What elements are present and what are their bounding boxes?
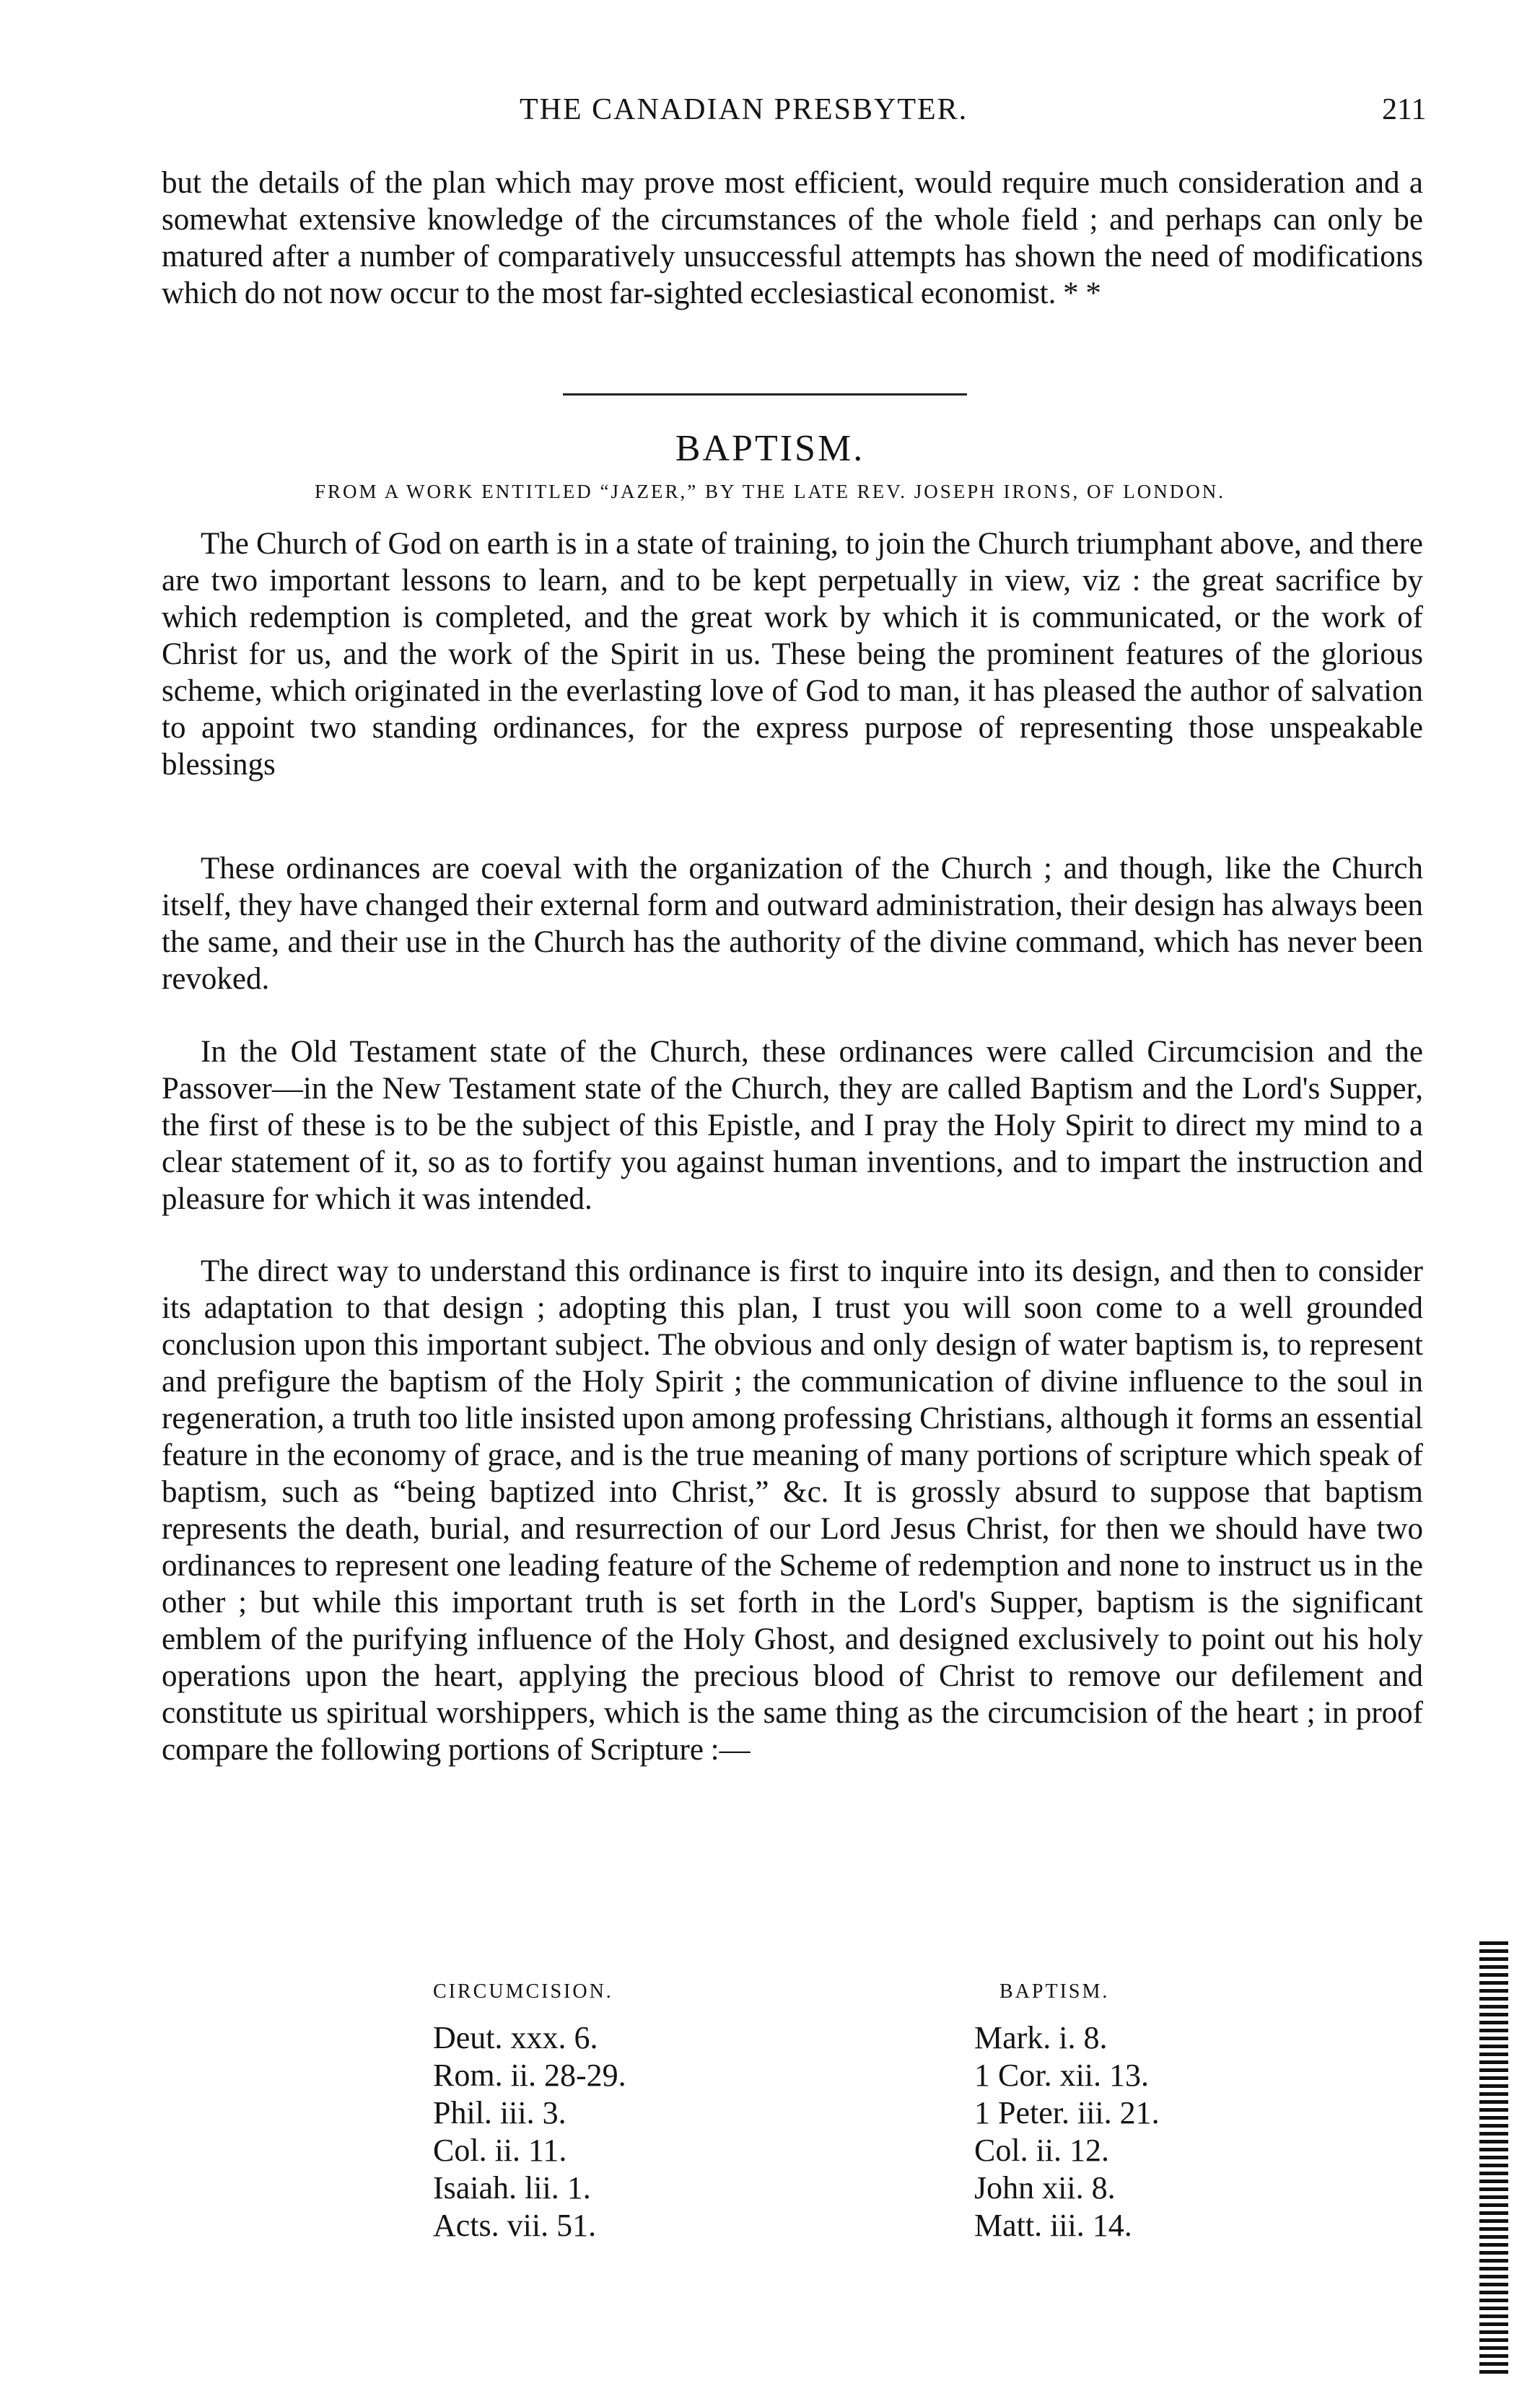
running-title: THE CANADIAN PRESBYTER.	[520, 93, 968, 126]
section-divider	[563, 393, 967, 395]
intro-paragraph: but the details of the plan which may prove most efficient, would require much consideration and a somewhat extensive knowledge of the circumstances of the whole field ; and perhaps can only be matured after a number of comparatively unsuccessful attempts has shown the need of modifications which do not now occur to the most far-sighted ecclesiastical economist. * *	[162, 166, 1423, 310]
scripture-reference: 1 Cor. xii. 13.	[974, 2058, 1150, 2093]
scan-edge-strip	[1479, 1941, 1508, 2374]
scripture-reference: Deut. xxx. 6.	[433, 2020, 598, 2055]
circumcision-reference-list	[433, 2019, 626, 2244]
scripture-reference: Acts. vii. 51.	[433, 2208, 597, 2243]
baptism-reference-list	[974, 2019, 1160, 2244]
scripture-reference: John xii. 8.	[974, 2170, 1116, 2206]
scripture-reference: Matt. iii. 14.	[974, 2208, 1132, 2243]
source-attribution: FROM A WORK ENTITLED “JAZER,” BY THE LATE REV. JOSEPH IRONS, OF LONDON.	[314, 481, 1226, 502]
body-paragraph-3: In the Old Testament state of the Church, these ordinances were called Circumcision and the Passover—in the New Testament state of the Church, they are called Baptism and the Lord's Supper, the first of these is to be the subject of this Epistle, and I pray the Holy Spirit to direct my mind to a clear statement of it, so as to fortify you against human inventions, and to impart the instruction and pleasure for which it was intended.	[162, 1035, 1423, 1216]
page-header	[0, 92, 1540, 143]
section-title: BAPTISM.	[675, 428, 865, 469]
scripture-reference: Phil. iii. 3.	[433, 2095, 566, 2130]
scripture-reference: Col. ii. 12.	[974, 2133, 1110, 2168]
circumcision-column-heading: CIRCUMCISION.	[433, 1980, 613, 2003]
body-paragraph-4: The direct way to understand this ordinance is first to inquire into its design, and then to consider its adaptation to that design ; adopting this plan, I trust you will soon come to a well grounded conclusion upon this important subject. The obvious and only design of water baptism is, to represent and prefigure the baptism of the Holy Spirit ; the communication of divine influence to the soul in regeneration, a truth too litle insisted upon among professing Christians, although it forms an essential feature in the economy of grace, and is the true meaning of many portions of scripture which speak of baptism, such as “being baptized into Christ,” &c. It is grossly absurd to suppose that baptism represents the death, burial, and resurrection of our Lord Jesus Christ, for then we should have two ordinances to represent one leading feature of the Scheme of redemption and none to instruct us in the other ; but while this important truth is set forth in the Lord's Supper, baptism is the significant emblem of the purifying influence of the Holy Ghost, and designed exclusively to point out his holy operations upon the heart, applying the precious blood of Christ to remove our defilement and constitute us spiritual worshippers, which is the same thing as the circumcision of the heart ; in proof compare the following portions of Scripture :—	[162, 1254, 1423, 1767]
baptism-column-heading: BAPTISM.	[999, 1980, 1110, 2003]
scripture-reference: Col. ii. 11.	[433, 2133, 567, 2168]
scripture-reference: Mark. i. 8.	[974, 2020, 1108, 2055]
scripture-reference: Isaiah. lii. 1.	[433, 2170, 591, 2206]
scripture-reference: Rom. ii. 28-29.	[433, 2058, 626, 2093]
body-paragraph-1: The Church of God on earth is in a state of training, to join the Church triumphant above, and there are two important lessons to learn, and to be kept perpetually in view, viz : the great sacrifice by which redemption is completed, and the great work by which it is communicated, or the work of Christ for us, and the work of the Spirit in us. These being the prominent features of the glorious scheme, which originated in the everlasting love of God to man, it has pleased the author of salvation to appoint two standing ordinances, for the express purpose of representing those unspeakable blessings	[162, 527, 1423, 782]
body-paragraph-2: These ordinances are coeval with the organization of the Church ; and though, like the Church itself, they have changed their external form and outward administration, their design has always been the same, and their use in the Church has the authority of the divine command, which has never been revoked.	[162, 852, 1423, 996]
scripture-reference: 1 Peter. iii. 21.	[974, 2095, 1160, 2130]
page-number: 211	[1382, 93, 1427, 126]
